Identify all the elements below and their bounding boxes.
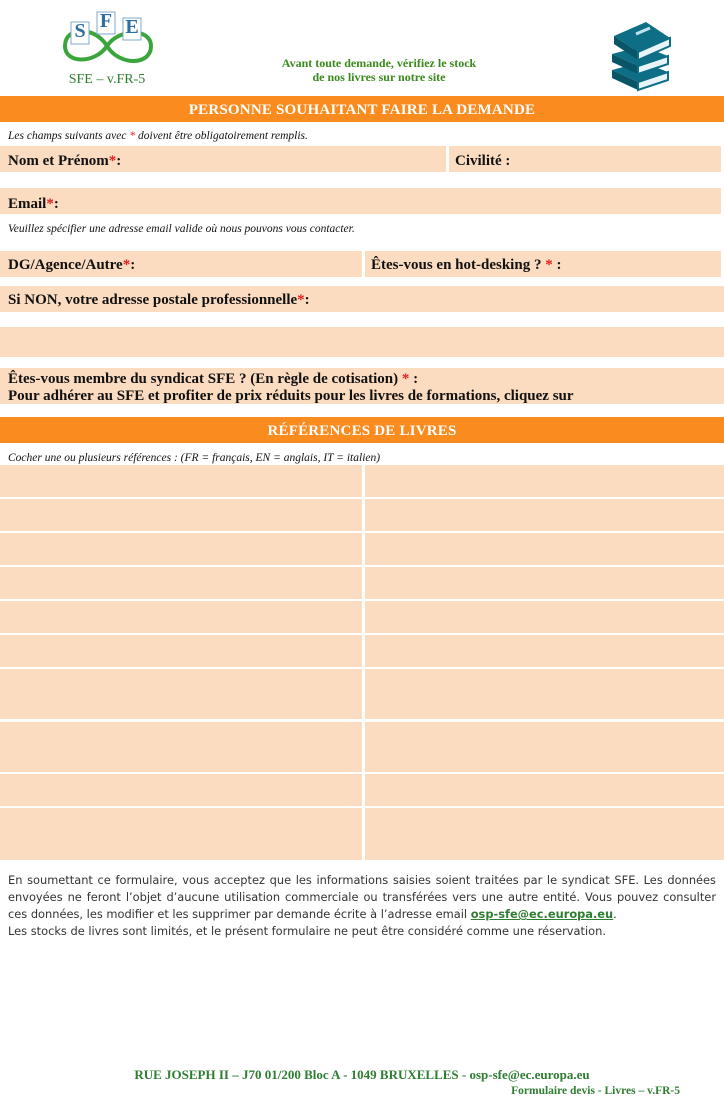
book-cell[interactable] <box>0 808 362 860</box>
section-title-books: RÉFÉRENCES DE LIVRES <box>0 417 724 443</box>
stock-note-line1: Avant toute demande, vérifiez le stock <box>281 56 477 70</box>
name-label: Nom et Prénom*: <box>8 153 122 169</box>
stock-note <box>255 56 503 84</box>
postal-address-field[interactable] <box>0 286 724 312</box>
book-cell[interactable] <box>365 808 724 860</box>
books-instruction: Cocher une ou plusieurs références : (FR = français, EN = anglais, IT = italien) <box>8 452 381 464</box>
form-version: Formulaire devis - Livres – v.FR-5 <box>511 1085 680 1097</box>
civility-label: Civilité : <box>455 153 511 169</box>
consent-text <box>8 872 716 940</box>
stock-limit-note: Les stocks de livres sont limités, et le présent formulaire ne peut être considéré comme une réservation. <box>8 924 606 938</box>
membership-field[interactable] <box>0 368 724 404</box>
logo-letter-f: F <box>99 10 113 32</box>
logo-letter-s: S <box>74 20 86 42</box>
logo-caption: SFE – v.FR-5 <box>68 72 146 87</box>
book-cell[interactable] <box>0 774 362 806</box>
sfe-logo <box>55 6 159 70</box>
required-note-after: doivent être obligatoirement remplis. <box>135 130 308 142</box>
dg-agency-label: DG/Agence/Autre*: <box>8 257 136 273</box>
book-cell[interactable] <box>0 601 362 633</box>
book-cell[interactable] <box>0 722 362 772</box>
section-title-requester: PERSONNE SOUHAITANT FAIRE LA DEMANDE <box>0 96 724 122</box>
book-cell[interactable] <box>365 465 724 497</box>
dg-agency-field[interactable] <box>0 251 362 277</box>
hot-desking-field[interactable] <box>365 251 721 277</box>
consent-end: . <box>613 907 617 921</box>
name-field[interactable] <box>0 146 446 172</box>
books-icon <box>606 14 674 92</box>
book-cell[interactable] <box>365 722 724 772</box>
required-note-before: Les champs suivants avec <box>8 130 130 142</box>
email-field[interactable] <box>0 188 721 214</box>
book-cell[interactable] <box>0 499 362 531</box>
required-note-star: * <box>129 130 136 142</box>
book-cell[interactable] <box>365 774 724 806</box>
book-cell[interactable] <box>365 567 724 599</box>
civility-field[interactable] <box>449 146 721 172</box>
privacy-email-link[interactable]: osp-sfe@ec.europa.eu <box>470 907 614 921</box>
book-cell[interactable] <box>0 669 362 719</box>
join-link-text[interactable]: Pour adhérer au SFE et profiter de prix réduits pour les livres de formations, cliquez sur <box>8 388 574 404</box>
book-cell[interactable] <box>365 669 724 719</box>
book-cell[interactable] <box>365 635 724 667</box>
stock-note-line2: de nos livres sur notre site <box>312 70 446 84</box>
required-fields-note <box>8 130 308 142</box>
hot-desking-label: Êtes-vous en hot-desking ? * : <box>371 257 562 273</box>
book-cell[interactable] <box>0 567 362 599</box>
book-cell[interactable] <box>365 601 724 633</box>
logo-letter-e: E <box>125 16 139 38</box>
email-label: Email*: <box>8 196 59 212</box>
postal-address-footer: RUE JOSEPH II – J70 01/200 Bloc A - 1049 BRUXELLES - osp-sfe@ec.europa.eu <box>134 1067 590 1082</box>
postal-address-label: Si NON, votre adresse postale professionnelle*: <box>8 292 310 308</box>
membership-label: Êtes-vous membre du syndicat SFE ? (En règle de cotisation) * : <box>8 371 419 387</box>
book-cell[interactable] <box>365 533 724 565</box>
book-cell[interactable] <box>0 533 362 565</box>
postal-address-input[interactable] <box>0 327 724 357</box>
book-cell[interactable] <box>0 465 362 497</box>
book-cell[interactable] <box>365 499 724 531</box>
email-note: Veuillez spécifier une adresse email valide où nous pouvons vous contacter. <box>8 223 355 235</box>
consent-paragraph: En soumettant ce formulaire, vous acceptez que les informations saisies soient traitées par le syndicat SFE. Les données envoyées ne feront l’objet d’aucune utilisation commerciale ou transférées vers une autre entité. Vous pouvez consulter ces données, les modifier et les supprimer par demande écrite à l’adresse email <box>8 873 716 921</box>
book-cell[interactable] <box>0 635 362 667</box>
